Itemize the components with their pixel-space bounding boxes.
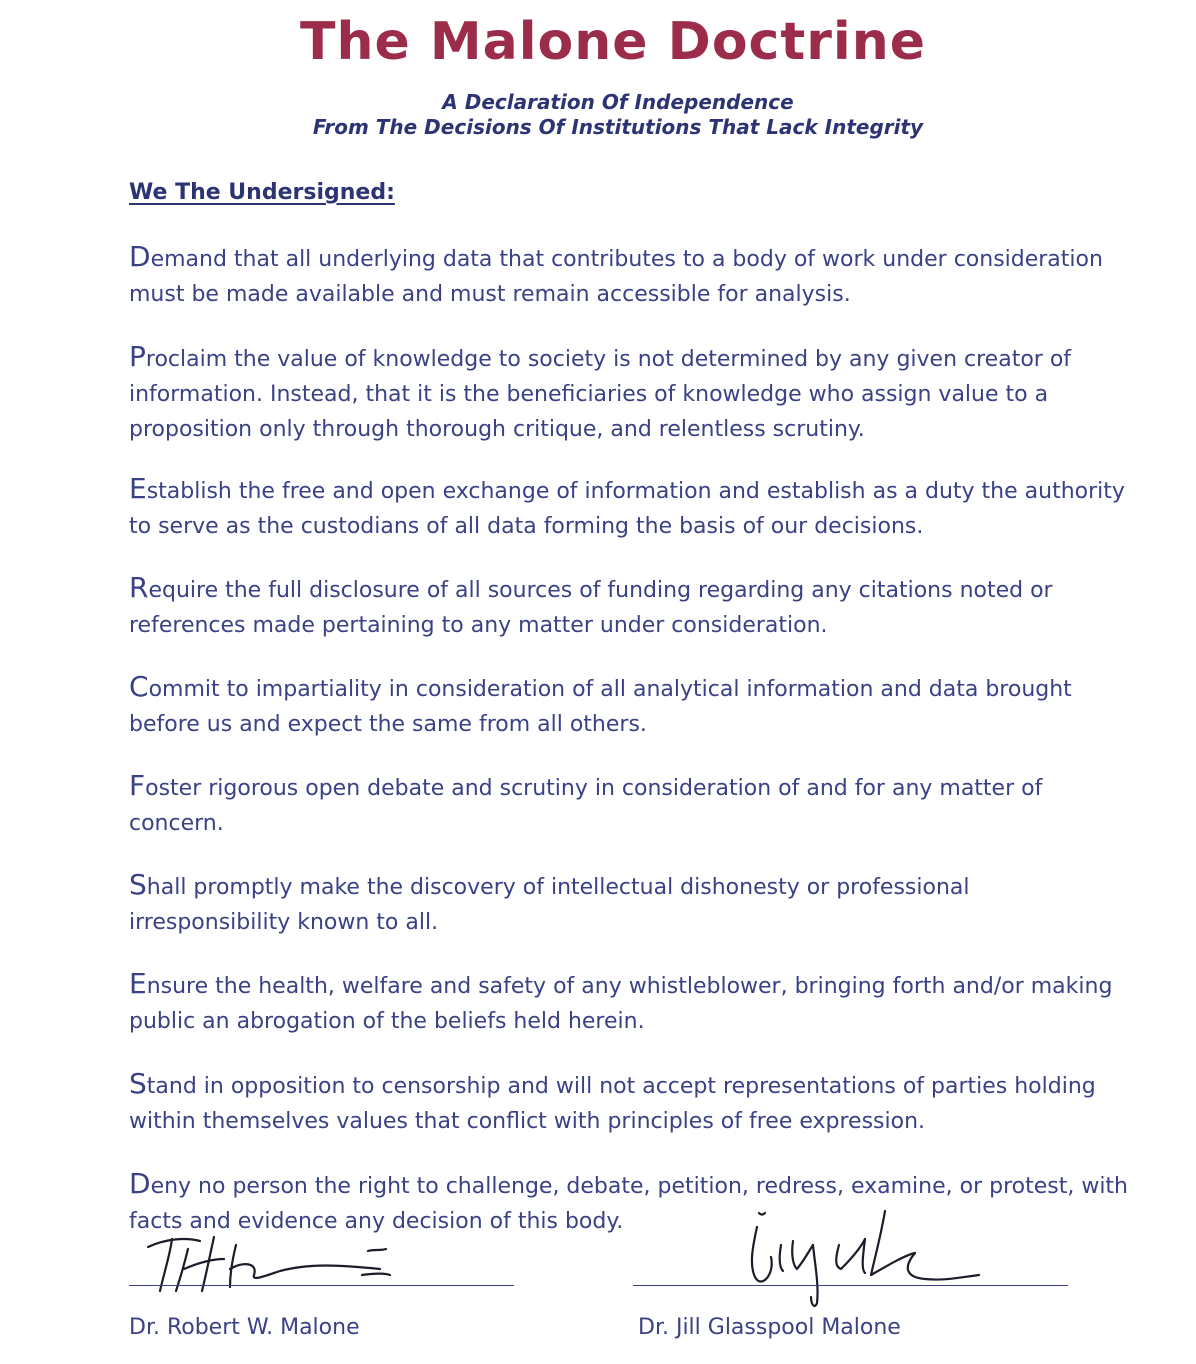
section-heading: We The Undersigned:: [129, 180, 395, 205]
document-subtitle: [0, 90, 1196, 140]
subtitle-line: A Declaration Of Independence: [442, 90, 794, 114]
handwritten-signature-graphic: [735, 1205, 985, 1315]
declaration-paragraph: Demand that all underlying data that contributes to a body of work under consideration must be made available and must remain accessible for analysis.: [129, 240, 1103, 307]
document-title: The Malone Doctrine: [300, 12, 926, 72]
subtitle-line: From The Decisions Of Institutions That Lack Integrity: [312, 115, 924, 139]
declaration-paragraph: Ensure the health, welfare and safety of any whistleblower, bringing forth and/or making public an abrogation of the beliefs held herein.: [129, 967, 1113, 1034]
declaration-paragraph: Require the full disclosure of all sources of funding regarding any citations noted or references made pertaining to any matter under consideration.: [129, 571, 1053, 638]
signatory-name: Dr. Robert W. Malone: [129, 1315, 360, 1340]
declaration-paragraph: Proclaim the value of knowledge to society is not determined by any given creator of information. Instead, that it is the beneficiaries of knowledge who assign value to a proposition only through thorough critique, and relentless scrutiny.: [129, 340, 1072, 442]
signature-line: [633, 1285, 1068, 1286]
declaration-paragraph: Deny no person the right to challenge, debate, petition, redress, examine, or protest, with facts and evidence any decision of this body.: [129, 1167, 1129, 1234]
declaration-paragraph: Foster rigorous open debate and scrutiny in consideration of and for any matter of concern.: [129, 769, 1043, 836]
declaration-paragraph: Stand in opposition to censorship and will not accept representations of parties holding within themselves values that conflict with principles of free expression.: [129, 1067, 1096, 1134]
declaration-paragraph: Commit to impartiality in consideration of all analytical information and data brought before us and expect the same from all others.: [129, 670, 1072, 737]
signature-line: [129, 1285, 514, 1286]
signatory-name: Dr. Jill Glasspool Malone: [638, 1315, 901, 1340]
signature-jill-glasspool-malone: [735, 1205, 985, 1315]
declaration-paragraph: Establish the free and open exchange of information and establish as a duty the authority to serve as the custodians of all data forming the basis of our decisions.: [129, 472, 1125, 539]
declaration-paragraph: Shall promptly make the discovery of intellectual dishonesty or professional irresponsibility known to all.: [129, 868, 970, 935]
